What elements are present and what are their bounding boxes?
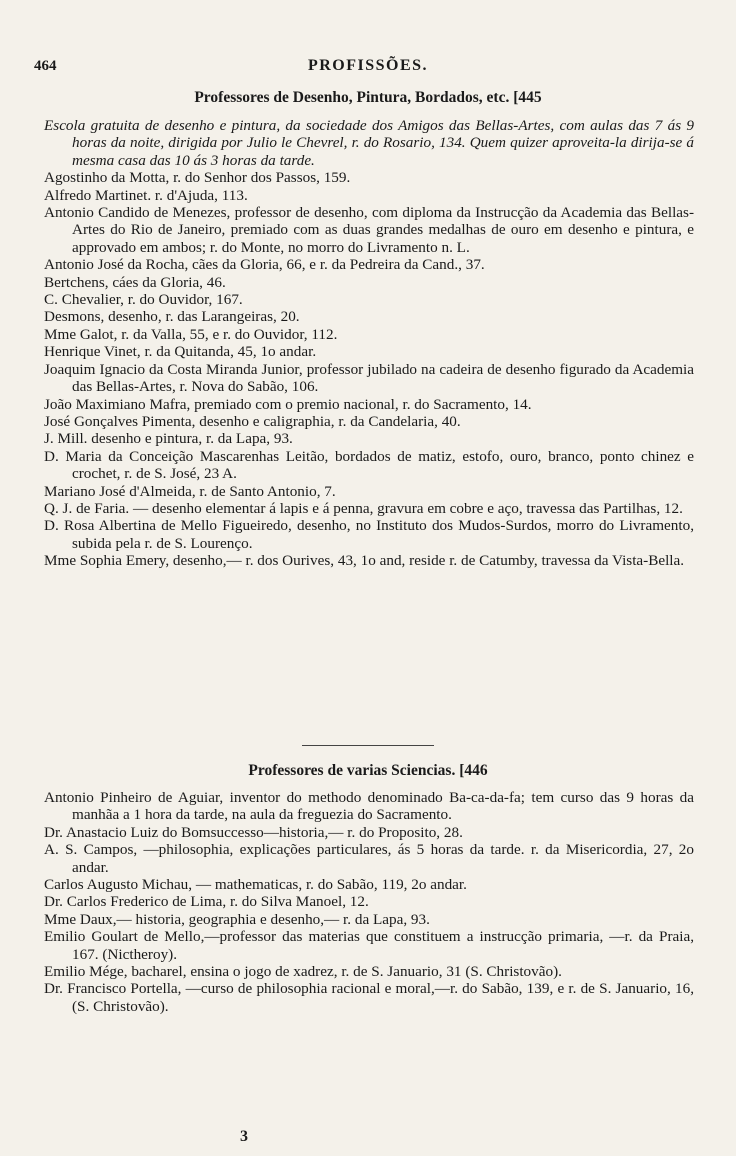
- list-entry: J. Mill. desenho e pintura, r. da Lapa, 93.: [44, 430, 293, 448]
- page-header: [0, 56, 736, 80]
- list-entry: D. Maria da Conceição Mascarenhas Leitão, bordados de matiz, estofo, ouro, branco, ponto chinez e crochet, r. de S. José, 23 A.: [44, 447, 694, 483]
- signature-mark: 3: [240, 1128, 248, 1145]
- sciences-teachers-list: [44, 789, 694, 1015]
- list-entry: Mme Daux,— historia, geographia e desenho,— r. da Lapa, 93.: [44, 910, 430, 928]
- list-entry: Dr. Francisco Portella, —curso de philosophia racional e moral,—r. do Sabão, 139, e r. de S. Januario, 16, (S. Christovão).: [44, 980, 694, 1015]
- list-entry: C. Chevalier, r. do Ouvidor, 167.: [44, 291, 243, 309]
- list-entry: João Maximiano Mafra, premiado com o premio nacional, r. do Sacramento, 14.: [44, 395, 532, 413]
- drawing-teachers-list: [44, 117, 694, 570]
- section-heading-drawing: Professores de Desenho, Pintura, Bordados, etc. [445: [194, 89, 542, 106]
- list-entry: Antonio Candido de Menezes, professor de desenho, com diploma da Instrucção da Academia das Bellas-Artes do Rio de Janeiro, premiado com as duas grandes medalhas de ouro em desenho e pintura, e approvado em ambos; r. do Monte, no morro do Livramento n. L.: [44, 204, 694, 256]
- list-entry: Agostinho da Motta, r. do Senhor dos Passos, 159.: [44, 169, 351, 187]
- list-entry: Joaquim Ignacio da Costa Miranda Junior, professor jubilado na cadeira de desenho figurado da Academia das Bellas-Artes, r. Nova do Sabão, 106.: [44, 360, 694, 396]
- list-entry: Bertchens, cáes da Gloria, 46.: [44, 273, 226, 291]
- list-entry: Escola gratuita de desenho e pintura, da sociedade dos Amigos das Bellas-Artes, com aulas das 7 ás 9 horas da noite, dirigida por Julio le Chevrel, r. do Rosario, 134. Quem quizer aproveita-la dirija-se á mesma casa das 10 ás 3 horas da tarde.: [44, 117, 694, 169]
- list-entry: A. S. Campos, —philosophia, explicações particulares, ás 5 horas da tarde. r. da Misericordia, 27, 2o andar.: [44, 841, 694, 876]
- running-title: PROFISSÕES.: [307, 57, 429, 74]
- list-entry: Alfredo Martinet. r. d'Ajuda, 113.: [44, 186, 248, 204]
- list-entry: Antonio Pinheiro de Aguiar, inventor do methodo denominado Ba-ca-da-fa; tem curso das 9 horas da manhãa a 1 hora da tarde, na aula da freguezia do Sacramento.: [44, 789, 694, 824]
- list-entry: José Gonçalves Pimenta, desenho e caligraphia, r. da Candelaria, 40.: [44, 412, 461, 430]
- list-entry: Desmons, desenho, r. das Larangeiras, 20.: [44, 308, 300, 326]
- list-entry: Dr. Carlos Frederico de Lima, r. do Silva Manoel, 12.: [44, 893, 369, 911]
- list-entry: Antonio José da Rocha, cães da Gloria, 66, e r. da Pedreira da Cand., 37.: [44, 256, 485, 274]
- section-divider: [302, 745, 434, 746]
- section-heading-sciences: Professores de varias Sciencias. [446: [248, 762, 488, 779]
- list-entry: Emilio Mége, bacharel, ensina o jogo de xadrez, r. de S. Januario, 31 (S. Christovão).: [44, 963, 562, 981]
- list-entry: D. Rosa Albertina de Mello Figueiredo, desenho, no Instituto dos Mudos-Surdos, morro do Livramento, subida pela r. de S. Lourenço.: [44, 517, 694, 552]
- list-entry: Q. J. de Faria. — desenho elementar á lapis e á penna, gravura em cobre e aço, travessa das Partilhas, 12.: [44, 499, 683, 517]
- page-number: 464: [34, 58, 57, 74]
- list-entry: Emilio Goulart de Mello,—professor das materias que constituem a instrucção primaria, —r. da Praia, 167. (Nictheroy).: [44, 928, 694, 963]
- list-entry: Dr. Anastacio Luiz do Bomsuccesso—historia,— r. do Proposito, 28.: [44, 823, 463, 841]
- list-entry: Mariano José d'Almeida, r. de Santo Antonio, 7.: [44, 482, 336, 500]
- list-entry: Henrique Vinet, r. da Quitanda, 45, 1o andar.: [44, 343, 317, 361]
- list-entry: Mme Galot, r. da Valla, 55, e r. do Ouvidor, 112.: [44, 325, 338, 343]
- list-entry: Mme Sophia Emery, desenho,— r. dos Ourives, 43, 1o and, reside r. de Catumby, travessa da Vista-Bella.: [44, 552, 685, 570]
- list-entry: Carlos Augusto Michau, — mathematicas, r. do Sabão, 119, 2o andar.: [44, 876, 467, 894]
